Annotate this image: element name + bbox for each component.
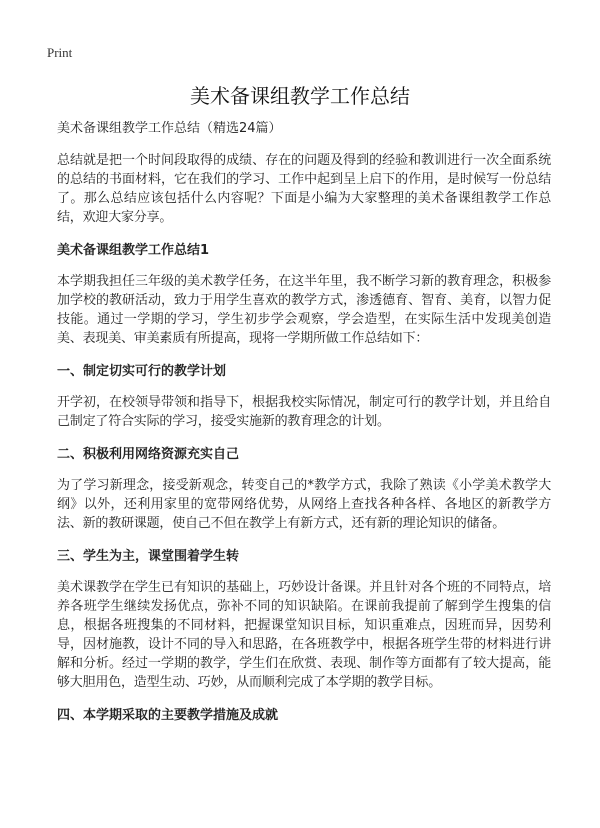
print-link[interactable]: Print (47, 45, 73, 60)
section-1-title: 美术备课组教学工作总结1 (57, 243, 210, 258)
heading-teaching-measures: 四、本学期采取的主要教学措施及成就 (57, 708, 279, 723)
document-subtitle: 美术备课组教学工作总结（精选24篇） (57, 121, 282, 136)
heading-student-centered: 三、学生为主，课堂围着学生转 (57, 549, 240, 564)
document-title: 美术备课组教学工作总结 (190, 84, 410, 108)
document-body (57, 120, 551, 737)
paragraph-network-resources: 为了学习新理念，接受新观念，转变自己的*教学方式，我除了熟读《小学美术教学大纲》以外，还利用家里的宽带网络优势，从网络上查找各种各样、各地区的新教学方法、新的教研课题，使自己不但在教学上有新方式，还有新的理论知识的储备。 (57, 478, 551, 531)
heading-teaching-plan: 一、制定切实可行的教学计划 (57, 364, 227, 379)
paragraph-student-centered: 美术课教学在学生已有知识的基础上，巧妙设计备课。并且针对各个班的不同特点，培养各班学生继续发扬优点，弥补不同的知识缺陷。在课前我提前了解到学生搜集的信息，根据各班搜集的不同材料，把握课堂知识目标，知识重难点，因班而异，因势利导，因材施教，设计不同的导入和思路，在各班教学中，根据各班学生带的材料进行讲解和分析。经过一学期的教学，学生们在欣赏、表现、制作等方面都有了较大提高，能够大胆用色，造型生动、巧妙，从而顺利完成了本学期的教学目标。 (57, 580, 551, 690)
paragraph-teaching-plan: 开学初，在校领导带领和指导下，根据我校实际情况，制定可行的教学计划，并且给自己制定了符合实际的学习，接受实施新的教育理念的计划。 (57, 395, 551, 429)
intro-paragraph: 总结就是把一个时间段取得的成绩、存在的问题及得到的经验和教训进行一次全面系统的总结的书面材料，它在我们的学习、工作中起到呈上启下的作用，是时候写一份总结了。那么总结应该包括什么内容呢？下面是小编为大家整理的美术备课组教学工作总结，欢迎大家分享。 (57, 153, 551, 225)
heading-network-resources: 二、积极利用网络资源充实自己 (57, 447, 240, 462)
section-1-paragraph: 本学期我担任三年级的美术教学任务，在这半年里，我不断学习新的教育理念，积极参加学校的教研活动，致力于用学生喜欢的教学方式，渗透德育、智育、美育，以智力促技能。通过一学期的学习，学生初步学会观察，学会造型，在实际生活中发现美创造美、表现美、审美素质有所提高，现将一学期所做工作总结如下： (57, 274, 551, 346)
